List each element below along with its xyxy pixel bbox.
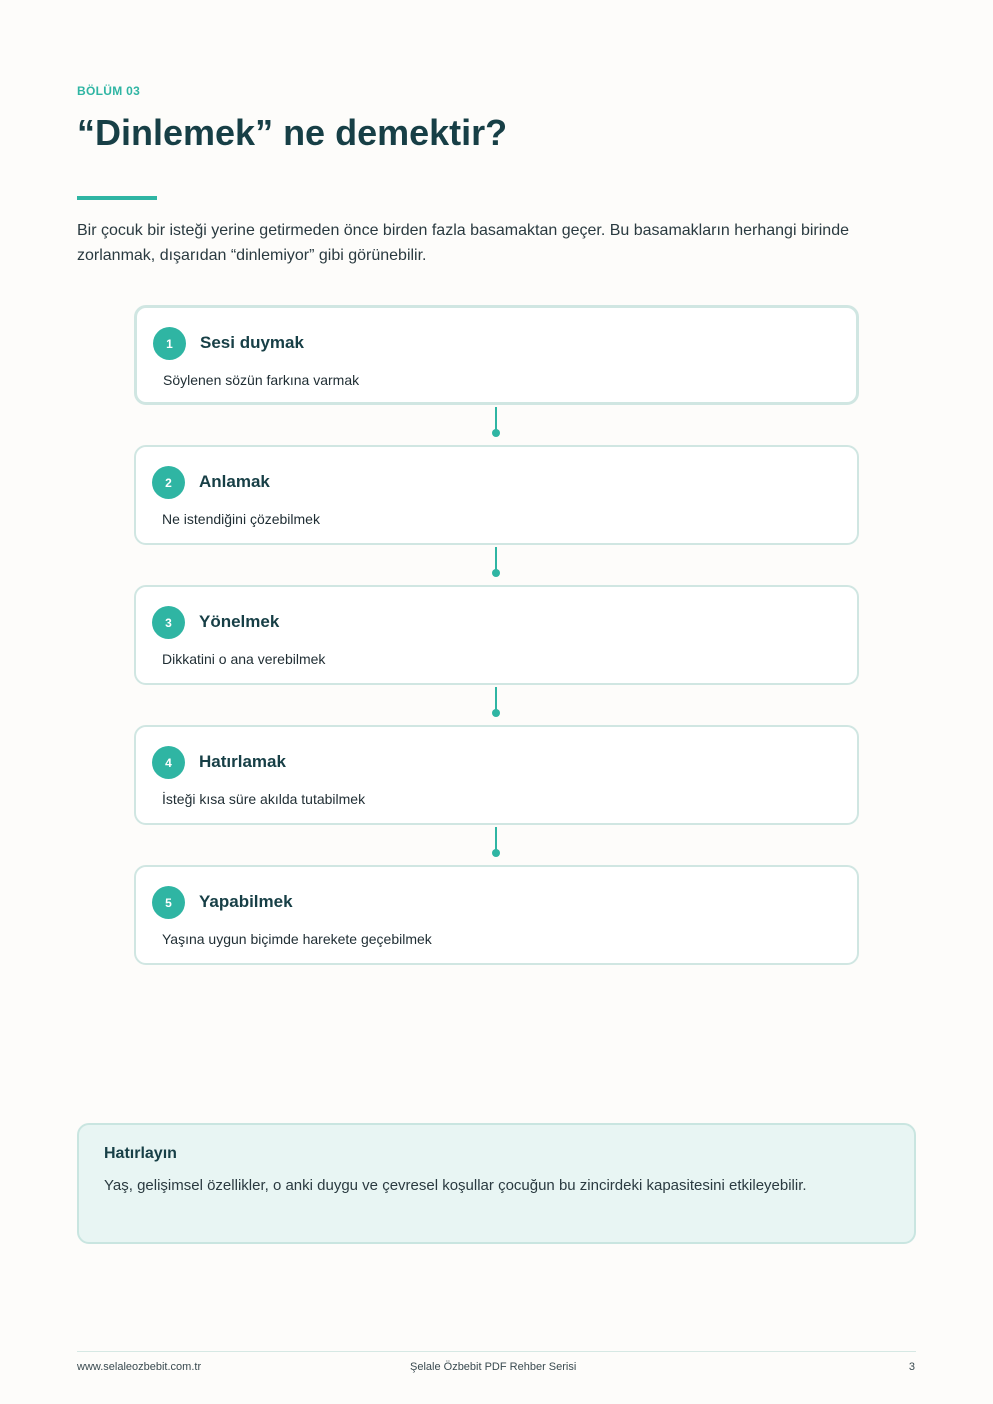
- reminder-text: Yaş, gelişimsel özellikler, o anki duygu ve çevresel koşullar çocuğun bu zincirdeki kapasitesini etkileyebilir.: [104, 1177, 807, 1194]
- step-number-badge: 1: [153, 327, 186, 360]
- section-label: BÖLÜM 03: [77, 84, 141, 98]
- step-number-badge: 3: [152, 606, 185, 639]
- intro-paragraph: Bir çocuk bir isteği yerine getirmeden önce birden fazla basamaktan geçer. Bu basamakların herhangi birinde zorlanmak, dışarıdan “dinlemiyor” gibi görünebilir.: [77, 222, 849, 264]
- connector-dot: [492, 849, 500, 857]
- step-description: Dikkatini o ana verebilmek: [162, 651, 326, 667]
- step-number-badge: 2: [152, 466, 185, 499]
- page-number: 3: [908, 1361, 915, 1373]
- step-connector: [134, 685, 859, 725]
- steps-flow: [134, 305, 859, 965]
- footer-divider: [77, 1351, 916, 1352]
- step-card: [134, 865, 859, 965]
- reminder-box: [77, 1123, 916, 1244]
- step-card: [134, 305, 859, 405]
- title-underline: [77, 196, 157, 200]
- step-title: Sesi duymak: [200, 333, 304, 352]
- reminder-title: Hatırlayın: [104, 1145, 177, 1162]
- step-connector: [134, 405, 859, 445]
- footer-series-title: Şelale Özbebit PDF Rehber Serisi: [410, 1361, 577, 1373]
- step-card: [134, 725, 859, 825]
- step-number-badge: 5: [152, 886, 185, 919]
- step-number-badge: 4: [152, 746, 185, 779]
- step-title: Anlamak: [199, 472, 270, 491]
- step-connector: [134, 825, 859, 865]
- step-connector: [134, 545, 859, 585]
- footer-website-link[interactable]: www.selaleozbebit.com.tr: [77, 1361, 202, 1373]
- step-title: Hatırlamak: [199, 752, 286, 771]
- step-description: Ne istendiğini çözebilmek: [162, 511, 320, 527]
- step-description: Yaşına uygun biçimde harekete geçebilmek: [162, 931, 432, 947]
- connector-dot: [492, 709, 500, 717]
- connector-dot: [492, 429, 500, 437]
- connector-dot: [492, 569, 500, 577]
- step-card: [134, 585, 859, 685]
- step-title: Yönelmek: [199, 612, 280, 631]
- page-title: “Dinlemek” ne demektir?: [77, 112, 508, 153]
- step-description: İsteği kısa süre akılda tutabilmek: [162, 791, 366, 807]
- step-card: [134, 445, 859, 545]
- step-description: Söylenen sözün farkına varmak: [163, 372, 360, 388]
- step-title: Yapabilmek: [199, 892, 293, 911]
